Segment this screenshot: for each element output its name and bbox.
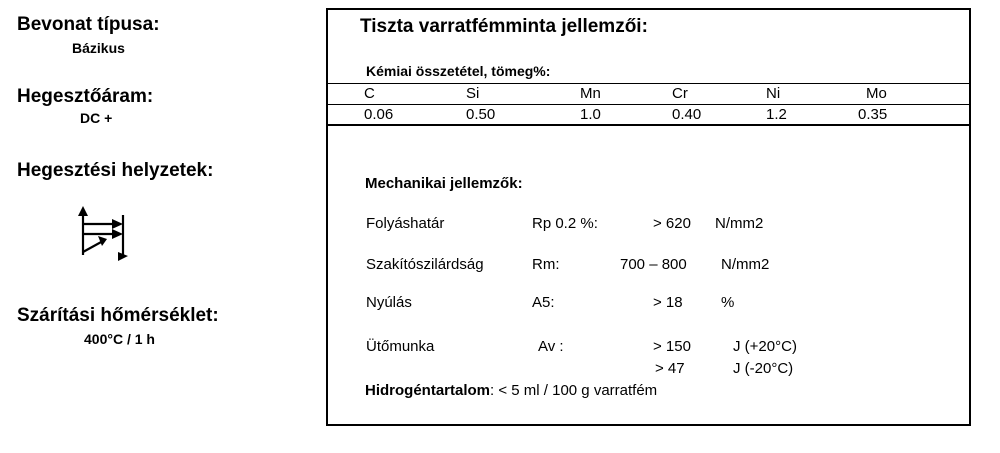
composition-value: 0.50 bbox=[466, 106, 496, 123]
weld-metal-properties-panel bbox=[326, 8, 971, 426]
yield-strength-symbol: Rp 0.2 %: bbox=[532, 215, 598, 232]
chemical-composition-heading: Kémiai összetétel, tömeg%: bbox=[366, 63, 551, 79]
welding-positions-label: Hegesztési helyzetek: bbox=[17, 160, 214, 181]
hydrogen-content-row bbox=[365, 382, 657, 399]
panel-title: Tiszta varratfémminta jellemzői: bbox=[360, 16, 648, 37]
elongation-name: Nyúlás bbox=[366, 294, 412, 311]
yield-strength-value: > 620 bbox=[653, 215, 691, 232]
divider bbox=[328, 104, 969, 105]
drying-temp-label: Szárítási hőmérséklet: bbox=[17, 305, 219, 326]
element-header: Mo bbox=[866, 85, 887, 102]
tensile-strength-name: Szakítószilárdság bbox=[366, 256, 484, 273]
welding-current-value: DC + bbox=[80, 110, 113, 126]
impact-energy-cold-unit: J (-20°C) bbox=[733, 360, 794, 377]
tensile-strength-unit: N/mm2 bbox=[721, 256, 770, 273]
elongation-unit: % bbox=[721, 294, 735, 311]
mechanical-properties-heading: Mechanikai jellemzők: bbox=[365, 175, 523, 192]
elongation-value: > 18 bbox=[653, 294, 683, 311]
element-header: Mn bbox=[580, 85, 601, 102]
composition-value: 0.35 bbox=[858, 106, 888, 123]
composition-value: 1.2 bbox=[766, 106, 787, 123]
composition-value: 0.40 bbox=[672, 106, 702, 123]
welding-positions-icon bbox=[76, 203, 138, 265]
element-header: Ni bbox=[766, 85, 781, 102]
divider bbox=[328, 83, 969, 84]
elongation-symbol: A5: bbox=[532, 294, 555, 311]
impact-energy-symbol: Av : bbox=[538, 338, 564, 355]
welding-current-label: Hegesztőáram: bbox=[17, 86, 154, 107]
element-header: C bbox=[364, 85, 375, 102]
yield-strength-unit: N/mm2 bbox=[715, 215, 764, 232]
divider bbox=[328, 124, 969, 126]
electrode-type-label: Bevonat típusa: bbox=[17, 14, 160, 35]
impact-energy-cold-value: > 47 bbox=[655, 360, 685, 377]
hydrogen-content-value: : < 5 ml / 100 g varratfém bbox=[490, 382, 658, 399]
tensile-strength-symbol: Rm: bbox=[532, 256, 560, 273]
tensile-strength-value: 700 – 800 bbox=[620, 256, 687, 273]
element-header: Cr bbox=[672, 85, 688, 102]
composition-value: 1.0 bbox=[580, 106, 601, 123]
impact-energy-name: Ütőmunka bbox=[366, 338, 435, 355]
composition-value: 0.06 bbox=[364, 106, 394, 123]
impact-energy-unit: J (+20°C) bbox=[733, 338, 797, 355]
yield-strength-name: Folyáshatár bbox=[366, 215, 445, 232]
electrode-type-value: Bázikus bbox=[72, 40, 125, 56]
impact-energy-value: > 150 bbox=[653, 338, 691, 355]
hydrogen-content-label: Hidrogéntartalom bbox=[365, 382, 491, 399]
drying-temp-value: 400°C / 1 h bbox=[84, 331, 155, 347]
element-header: Si bbox=[466, 85, 480, 102]
